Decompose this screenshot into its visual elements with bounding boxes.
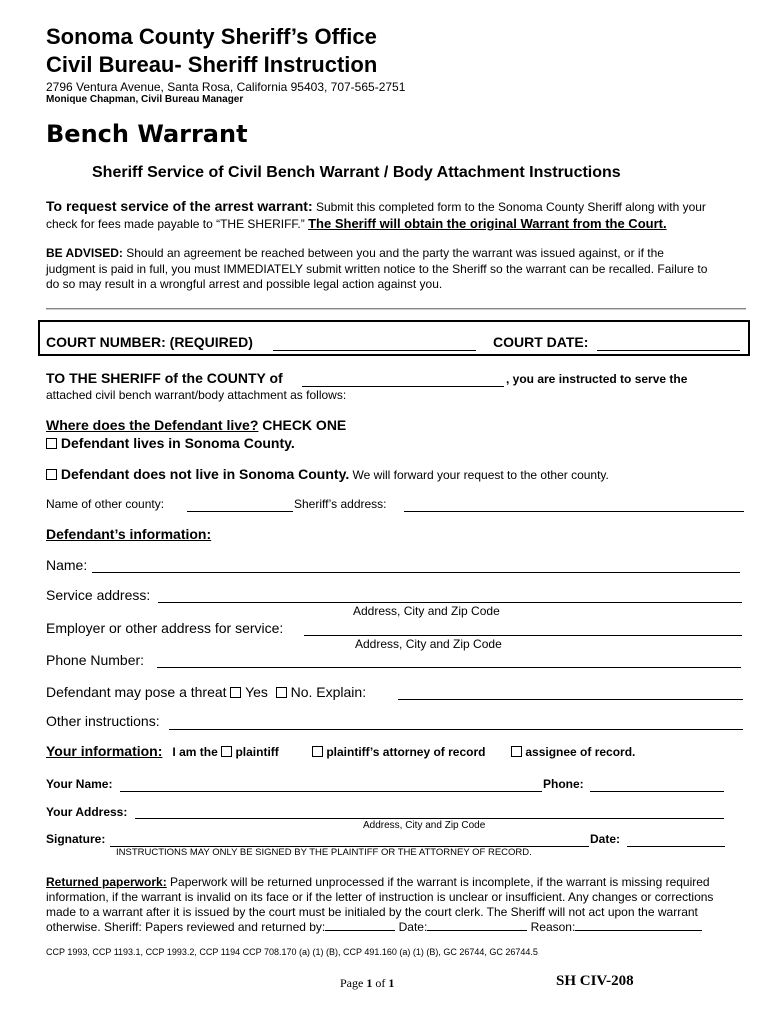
date-label: Date: — [590, 832, 621, 846]
date-field[interactable] — [627, 846, 725, 847]
plaintiff-label: plaintiff — [235, 745, 279, 759]
check-one: CHECK ONE — [258, 417, 347, 433]
option-not-in-sonoma[interactable] — [46, 466, 609, 482]
threat-explain-field[interactable] — [398, 699, 743, 700]
document-title: Bench Warrant — [46, 120, 248, 148]
sheriff-address-field[interactable] — [404, 511, 744, 512]
checkbox-threat-yes[interactable] — [230, 687, 241, 698]
attorney-label: plaintiff’s attorney of record — [326, 745, 486, 759]
returned-date-field[interactable] — [427, 930, 527, 931]
returned-line-4 — [46, 920, 702, 934]
other-instructions-field[interactable] — [169, 729, 743, 730]
section-divider — [46, 308, 746, 310]
request-line-1 — [46, 198, 706, 214]
employer-hint: Address, City and Zip Code — [355, 637, 502, 651]
threat-label: Defendant may pose a threat — [46, 684, 227, 700]
option-2-label: Defendant does not live in Sonoma County. — [60, 466, 350, 482]
reason-field[interactable] — [575, 930, 702, 931]
your-info-heading: Your information: — [46, 743, 163, 759]
checkbox-lives-in-sonoma[interactable] — [46, 438, 57, 449]
sheriff-address-label: Sheriff’s address: — [294, 497, 387, 511]
checkbox-not-in-sonoma[interactable] — [46, 469, 57, 480]
to-sheriff-lead: TO THE SHERIFF of the COUNTY of — [46, 370, 283, 386]
to-sheriff-trail — [506, 372, 687, 386]
page-total: 1 — [388, 976, 395, 990]
employer-field[interactable] — [304, 635, 742, 636]
request-text-2: check for fees made payable to “THE SHERIFF.” — [46, 217, 309, 231]
defendant-name-label: Name: — [46, 557, 88, 573]
court-number-label: COURT NUMBER: (REQUIRED) — [46, 334, 253, 350]
page-prefix: Page — [340, 976, 367, 990]
other-instructions-label: Other instructions: — [46, 713, 160, 729]
your-name-label: Your Name: — [46, 777, 113, 791]
request-line-2 — [46, 216, 667, 231]
to-sheriff-trail-text: , you are instructed to serve the — [506, 372, 688, 386]
advised-text-1: Should an agreement be reached between you and the party the warrant was issued against, or if the — [122, 246, 664, 260]
returned-line-2: information, if the warrant is invalid on its face or if the letter of instruction is unclear or insufficient. Any changes or corrections — [46, 890, 714, 904]
service-address-label: Service address: — [46, 587, 151, 603]
to-sheriff-line-2: attached civil bench warrant/body attachment as follows: — [46, 388, 347, 402]
your-name-field[interactable] — [120, 791, 542, 792]
defendant-phone-field[interactable] — [157, 667, 741, 668]
office-title: Sonoma County Sheriff’s Office — [46, 24, 377, 49]
option-1-label: Defendant lives in Sonoma County. — [60, 435, 295, 451]
returned-lead: Returned paperwork: — [46, 875, 167, 889]
signature-note: INSTRUCTIONS MAY ONLY BE SIGNED BY THE PLAINTIFF OR THE ATTORNEY OF RECORD. — [116, 847, 532, 858]
advised-line-1 — [46, 246, 664, 260]
assignee-label: assignee of record. — [525, 745, 636, 759]
checkbox-attorney[interactable] — [312, 746, 323, 757]
page-indicator — [340, 976, 394, 991]
county-field[interactable] — [302, 386, 504, 387]
employer-label: Employer or other address for service: — [46, 620, 284, 636]
request-lead: To request service of the arrest warrant: — [46, 198, 313, 214]
other-county-field[interactable] — [187, 511, 293, 512]
defendant-heading: Defendant’s information: — [46, 526, 212, 542]
reason-label: Reason: — [527, 920, 576, 934]
advised-lead: BE ADVISED: — [46, 246, 123, 260]
your-phone-label: Phone: — [543, 777, 584, 791]
assignee-option — [511, 745, 635, 759]
bureau-title: Civil Bureau- Sheriff Instruction — [46, 52, 378, 77]
request-emphasis: The Sheriff will obtain the original Warrant from the Court. — [308, 216, 667, 231]
service-address-hint: Address, City and Zip Code — [353, 604, 500, 618]
your-address-label: Your Address: — [46, 805, 128, 819]
your-phone-field[interactable] — [590, 791, 724, 792]
option-2-note: We will forward your request to the other county. — [349, 468, 609, 482]
page-number: 1 — [366, 976, 373, 990]
page-of: of — [372, 976, 389, 990]
residence-question: Where does the Defendant live? — [46, 417, 259, 433]
attorney-option — [312, 745, 485, 759]
returned-line-3: made to a warrant after it is issued by the court must be initialed by the court clerk. The Sheriff will not act upon the warrant — [46, 905, 698, 919]
iam-label: I am the — [172, 745, 218, 759]
reviewed-by-field[interactable] — [325, 930, 395, 931]
threat-yes-label: Yes — [245, 684, 268, 700]
checkbox-assignee[interactable] — [511, 746, 522, 757]
manager-line: Monique Chapman, Civil Bureau Manager — [46, 94, 244, 105]
request-text-1: Submit this completed form to the Sonoma County Sheriff along with your — [312, 200, 706, 214]
other-county-label: Name of other county: — [46, 497, 165, 511]
checkbox-plaintiff[interactable] — [221, 746, 232, 757]
option-lives-in-sonoma[interactable] — [46, 435, 295, 451]
office-address: 2796 Ventura Avenue, Santa Rosa, California 95403, 707-565-2751 — [46, 80, 406, 94]
your-address-hint: Address, City and Zip Code — [363, 820, 486, 831]
your-address-field[interactable] — [135, 818, 724, 819]
threat-row — [46, 684, 366, 700]
citations: CCP 1993, CCP 1193.1, CCP 1993.2, CCP 1194 CCP 708.170 (a) (1) (B), CCP 491.160 (a) (1) (B), GC 26744, GC 26744.5 — [46, 947, 538, 957]
returned-date-label: Date: — [395, 920, 428, 934]
signature-label: Signature: — [46, 832, 106, 846]
threat-no-label: No. Explain: — [290, 684, 367, 700]
court-number-field[interactable] — [273, 350, 476, 351]
residence-question-line — [46, 417, 346, 433]
service-address-field[interactable] — [158, 602, 742, 603]
court-date-field[interactable] — [597, 350, 740, 351]
advised-line-3: do so may result in a wrongful arrest and possible legal action against you. — [46, 277, 443, 291]
reviewed-by-label: otherwise. Sheriff: Papers reviewed and returned by: — [46, 920, 326, 934]
checkbox-threat-no[interactable] — [276, 687, 287, 698]
returned-text-1: Paperwork will be returned unprocessed if the warrant is incomplete, if the warrant is missing required — [166, 875, 710, 889]
defendant-name-field[interactable] — [92, 572, 740, 573]
form-code: SH CIV-208 — [556, 973, 634, 989]
returned-line-1 — [46, 875, 710, 889]
your-info-row — [46, 743, 279, 759]
subtitle: Sheriff Service of Civil Bench Warrant / Body Attachment Instructions — [92, 164, 621, 181]
court-date-label: COURT DATE: — [493, 334, 589, 350]
advised-line-2: judgment is paid in full, you must IMMEDIATELY submit written notice to the Sheriff so the warrant can be recalled. Failure to — [46, 262, 708, 276]
defendant-phone-label: Phone Number: — [46, 652, 145, 668]
